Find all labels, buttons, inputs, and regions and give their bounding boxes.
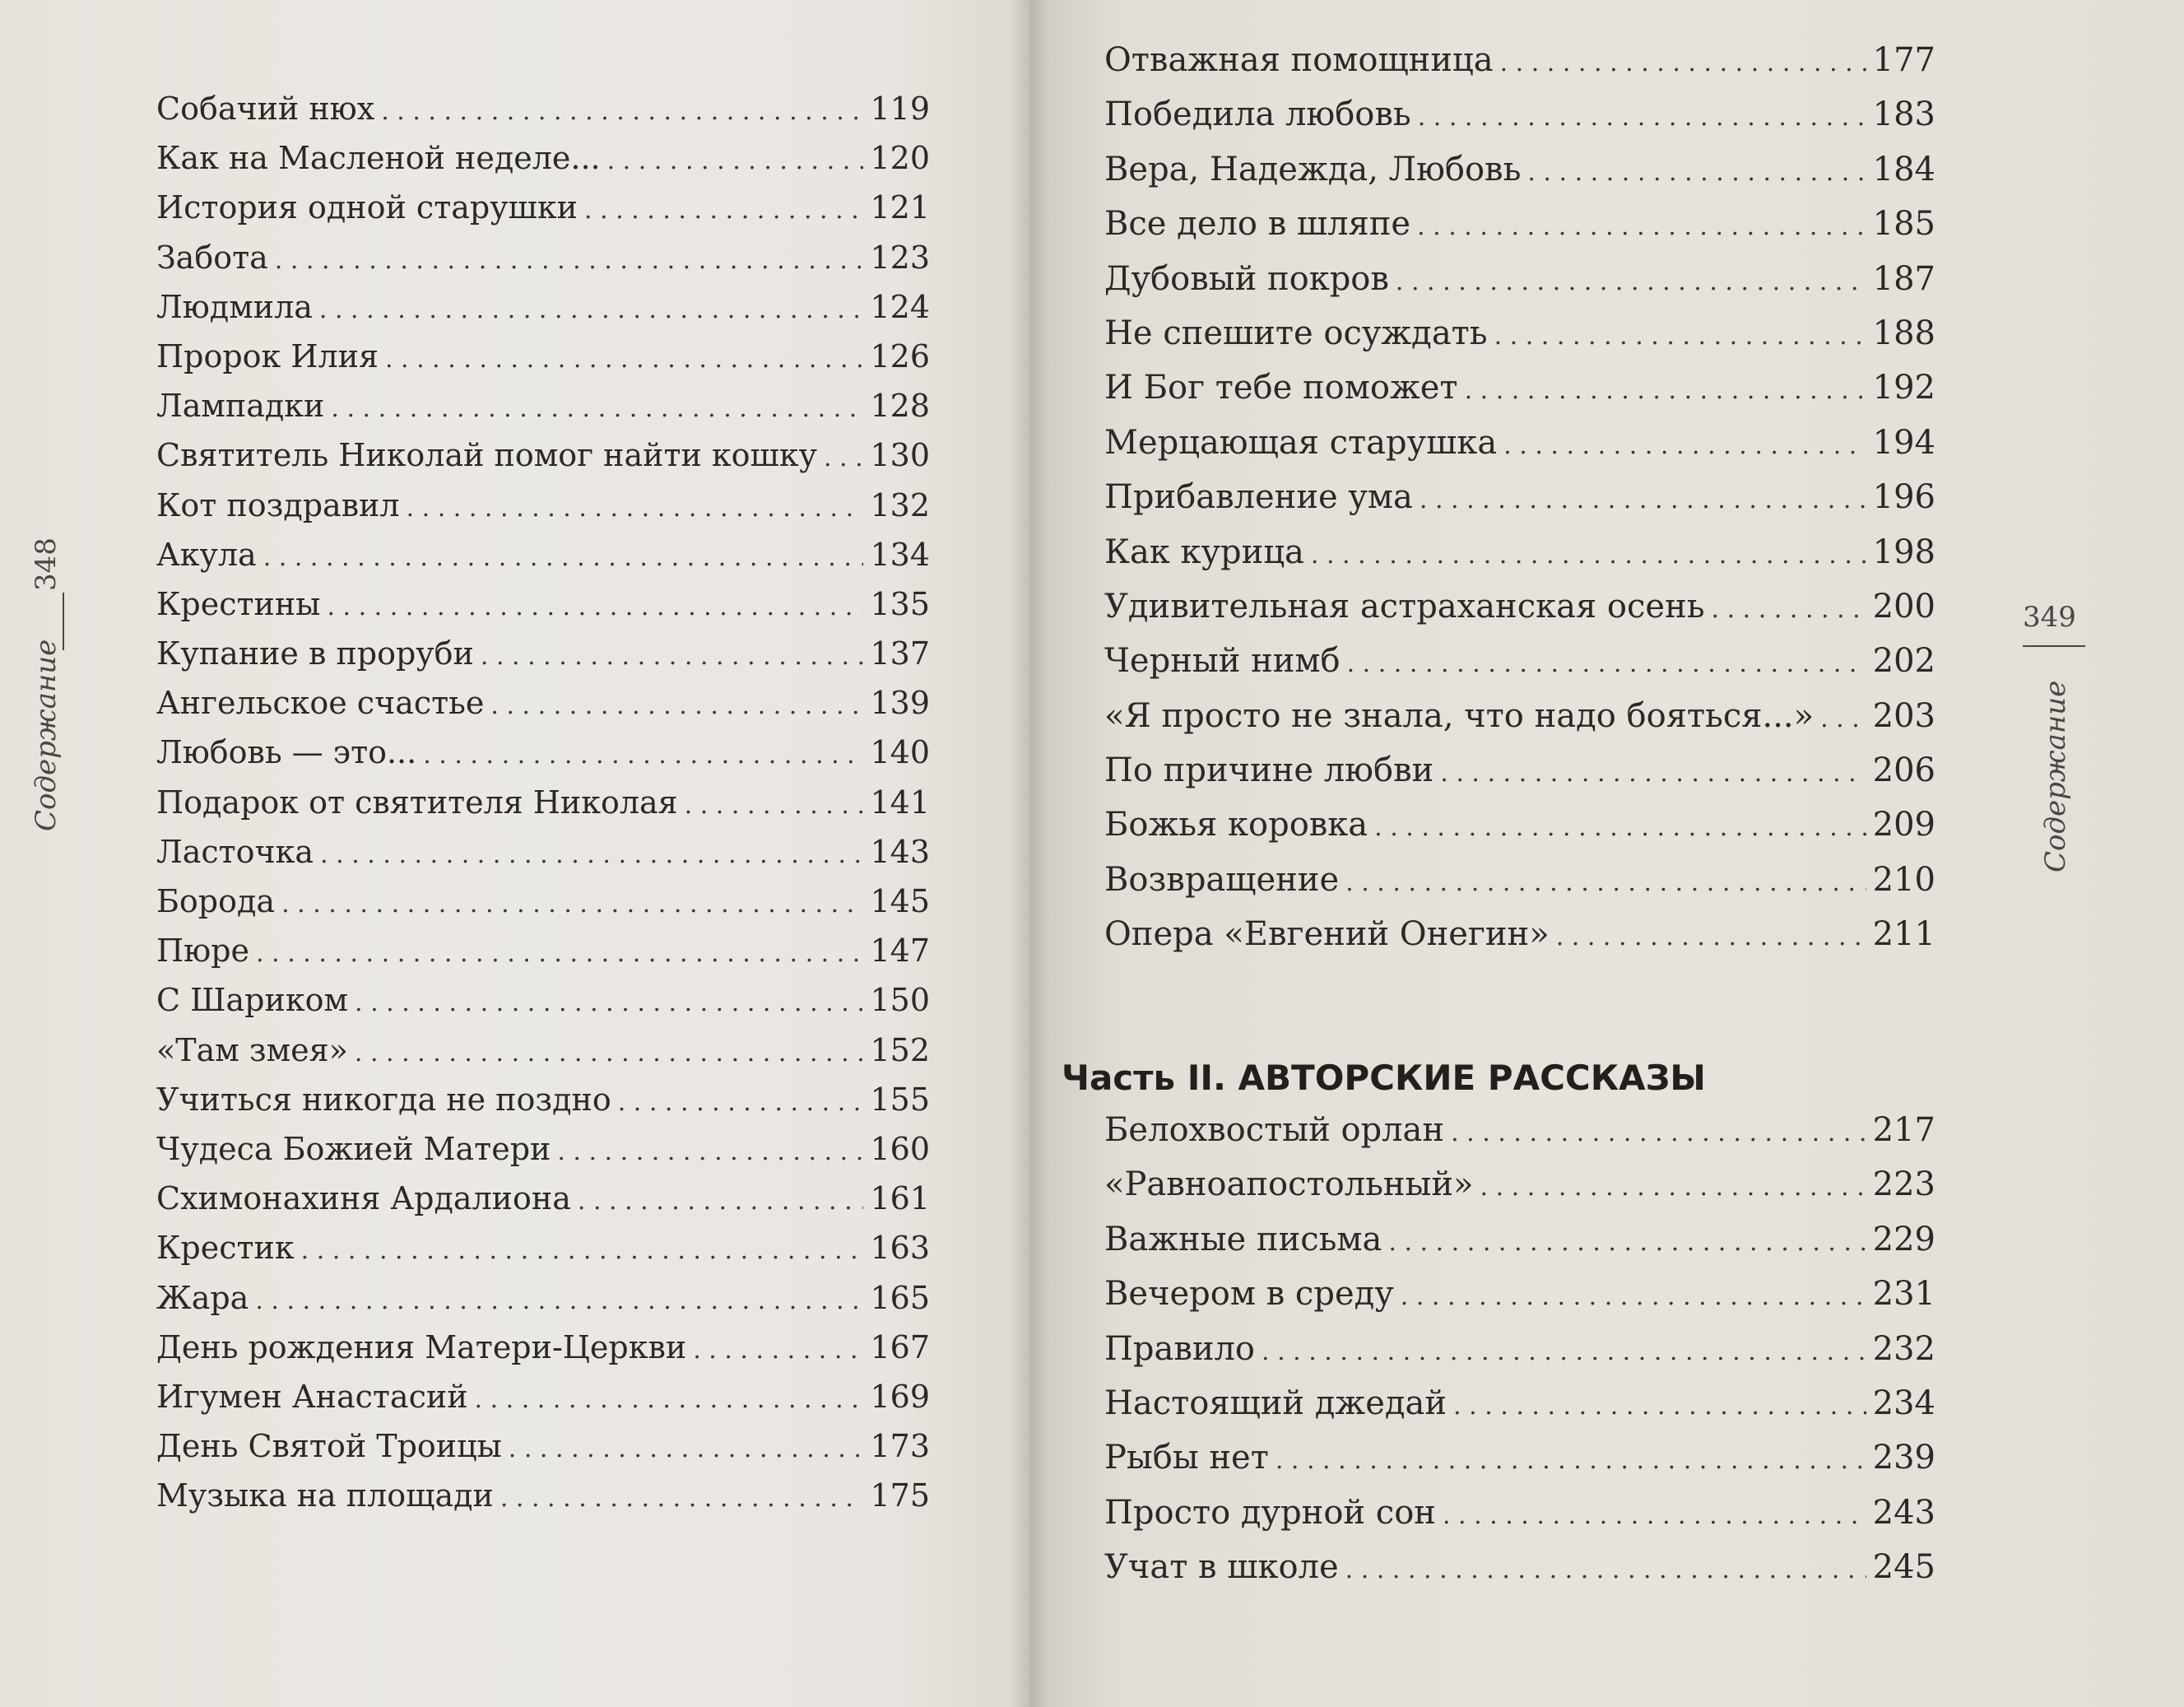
- toc-entry: [156, 734, 930, 784]
- toc-entry-title: Людмила: [156, 288, 313, 325]
- toc-entry-page-number: 143: [870, 833, 930, 870]
- toc-entry-page-number: 206: [1872, 751, 1935, 790]
- toc-entry-page-number: 123: [870, 239, 930, 276]
- section-heading: Часть II. АВТОРСКИЕ РАССКАЗЫ: [1062, 1058, 1706, 1098]
- right-running-head: Содержание: [2039, 680, 2072, 872]
- dot-leader: [1712, 588, 1866, 626]
- toc-entry: [156, 289, 930, 338]
- toc-entry: [156, 240, 930, 289]
- dot-leader: [500, 1477, 864, 1514]
- toc-entry: [1104, 588, 1935, 642]
- dot-leader: [1527, 151, 1866, 188]
- dot-leader: [1453, 1384, 1866, 1422]
- toc-entry-title: Правило: [1104, 1329, 1256, 1368]
- toc-entry-page-number: 211: [1872, 915, 1935, 954]
- dot-leader: [557, 1131, 863, 1167]
- dot-leader: [1556, 915, 1866, 953]
- toc-entry-title: Кот поздравил: [156, 486, 400, 523]
- toc-entry: [156, 1329, 930, 1379]
- toc-entry-title: «Я просто не знала, что надо бояться...»: [1104, 696, 1815, 735]
- dot-leader: [607, 140, 864, 176]
- toc-entry-page-number: 155: [870, 1081, 930, 1118]
- toc-entry: [1104, 915, 1935, 970]
- toc-entry-page-number: 223: [1872, 1165, 1935, 1204]
- toc-entry: [156, 982, 930, 1031]
- toc-entry: [1104, 41, 1935, 95]
- dot-leader: [423, 734, 863, 770]
- toc-entry: [1104, 424, 1935, 478]
- toc-entry-page-number: 120: [870, 140, 930, 177]
- dot-leader: [1396, 260, 1866, 298]
- toc-entry: [156, 91, 930, 140]
- toc-entry-page-number: 119: [870, 91, 930, 127]
- dot-leader: [1388, 1221, 1866, 1258]
- dot-leader: [578, 1180, 864, 1216]
- toc-entry-title: Вера, Надежда, Любовь: [1104, 150, 1522, 188]
- toc-entry-title: Купание в проруби: [156, 635, 474, 672]
- dot-leader: [355, 982, 863, 1018]
- toc-entry-page-number: 121: [870, 189, 930, 226]
- toc-entry-page-number: 198: [1872, 533, 1935, 571]
- toc-entry: [156, 487, 930, 537]
- dot-leader: [1440, 751, 1866, 789]
- toc-entry: [156, 834, 930, 883]
- toc-entry-title: Прибавление ума: [1104, 478, 1413, 517]
- toc-entry: [156, 1081, 930, 1131]
- toc-entry: [1104, 1439, 1935, 1493]
- toc-entry-title: «Равноапостольный»: [1104, 1165, 1474, 1204]
- toc-entry-page-number: 124: [870, 288, 930, 325]
- toc-entry-title: Пюре: [156, 933, 250, 970]
- toc-entry: [156, 437, 930, 486]
- toc-entry-page-number: 185: [1872, 205, 1935, 244]
- toc-entry-page-number: 145: [870, 883, 930, 919]
- toc-entry-title: Черный нимб: [1104, 642, 1341, 681]
- toc-entry: [1104, 697, 1935, 751]
- toc-entry: [156, 1428, 930, 1477]
- toc-entry-page-number: 196: [1872, 478, 1935, 517]
- toc-entry-title: Просто дурной сон: [1104, 1493, 1436, 1532]
- dot-leader: [490, 685, 863, 721]
- toc-entry-title: Собачий нюх: [156, 91, 375, 127]
- toc-entry-title: Опера «Евгений Онегин»: [1104, 915, 1550, 954]
- toc-entry-page-number: 187: [1872, 259, 1935, 298]
- toc-entry: [1104, 1111, 1935, 1165]
- toc-entry-title: Мерцающая старушка: [1104, 423, 1498, 462]
- toc-entry-page-number: 243: [1872, 1493, 1935, 1532]
- toc-entry-title: Вечером в среду: [1104, 1275, 1394, 1314]
- toc-entry-page-number: 177: [1872, 41, 1935, 79]
- toc-entry-title: Не спешите осуждать: [1104, 314, 1488, 352]
- dot-leader: [1465, 369, 1866, 407]
- toc-entry-page-number: 188: [1872, 314, 1935, 352]
- toc-entry-page-number: 234: [1872, 1384, 1935, 1422]
- toc-entry: [156, 338, 930, 388]
- toc-entry-title: Белохвостый орлан: [1104, 1111, 1445, 1149]
- toc-entry-page-number: 209: [1872, 806, 1935, 844]
- toc-entry-title: Крестик: [156, 1230, 295, 1267]
- toc-entry: [1104, 751, 1935, 806]
- dot-leader: [256, 933, 863, 969]
- toc-entry-page-number: 231: [1872, 1275, 1935, 1314]
- toc-entry: [1104, 1548, 1935, 1602]
- toc-entry-title: Чудеса Божией Матери: [156, 1130, 551, 1167]
- toc-entry: [1104, 1221, 1935, 1275]
- toc-entry-page-number: 200: [1872, 587, 1935, 626]
- dot-leader: [281, 883, 863, 919]
- left-page: [0, 0, 1030, 1707]
- toc-entry-title: Возвращение: [1104, 860, 1340, 899]
- dot-leader: [263, 537, 864, 573]
- right-folio-rule: [2023, 645, 2085, 647]
- toc-entry-title: «Там змея»: [156, 1031, 348, 1068]
- toc-entry-page-number: 152: [870, 1031, 930, 1068]
- toc-entry-page-number: 130: [870, 437, 930, 474]
- dot-leader: [320, 834, 863, 870]
- toc-entry: [156, 1230, 930, 1279]
- toc-entry-title: Жара: [156, 1279, 249, 1316]
- dot-leader: [1820, 697, 1866, 735]
- toc-entry: [1104, 478, 1935, 533]
- toc-entry-page-number: 184: [1872, 150, 1935, 188]
- toc-entry: [1104, 314, 1935, 369]
- toc-entry-page-number: 161: [870, 1180, 930, 1217]
- left-folio-rule: [63, 593, 64, 650]
- toc-entry: [156, 189, 930, 239]
- toc-entry-title: Схимонахиня Ардалиона: [156, 1180, 571, 1217]
- left-folio: 348: [30, 537, 63, 591]
- dot-leader: [327, 586, 863, 622]
- toc-entry-title: Отважная помощница: [1104, 41, 1494, 79]
- dot-leader: [824, 437, 864, 473]
- toc-entry-title: День Святой Троицы: [156, 1428, 502, 1465]
- dot-leader: [618, 1081, 864, 1118]
- dot-leader: [255, 1280, 863, 1316]
- toc-entry-title: Учат в школе: [1104, 1548, 1339, 1587]
- toc-entry-title: С Шариком: [156, 982, 349, 1019]
- dot-leader: [1401, 1275, 1866, 1313]
- toc-entry-title: Любовь — это...: [156, 734, 417, 771]
- toc-entry: [156, 1379, 930, 1428]
- toc-entry-title: Победила любовь: [1104, 95, 1411, 134]
- toc-entry: [156, 586, 930, 635]
- right-toc-list: [1104, 41, 1935, 970]
- right-folio: 349: [2023, 601, 2076, 634]
- dot-leader: [275, 240, 864, 276]
- toc-entry-page-number: 135: [870, 585, 930, 622]
- right-section-toc-list: [1104, 1111, 1935, 1603]
- dot-leader: [1500, 41, 1866, 79]
- toc-entry-title: Божья коровка: [1104, 806, 1368, 844]
- toc-entry: [156, 883, 930, 933]
- toc-entry-title: Крестины: [156, 585, 321, 622]
- toc-entry-page-number: 183: [1872, 95, 1935, 134]
- toc-entry-page-number: 194: [1872, 423, 1935, 462]
- toc-entry: [1104, 642, 1935, 696]
- toc-entry: [156, 140, 930, 189]
- toc-entry-page-number: 163: [870, 1230, 930, 1267]
- toc-entry-page-number: 139: [870, 685, 930, 722]
- toc-entry-page-number: 126: [870, 337, 930, 374]
- toc-entry: [156, 784, 930, 834]
- toc-entry: [1104, 369, 1935, 423]
- dot-leader: [1374, 806, 1866, 844]
- toc-entry-title: Музыка на площади: [156, 1477, 494, 1514]
- toc-entry-page-number: 150: [870, 982, 930, 1019]
- dot-leader: [1480, 1165, 1866, 1203]
- dot-leader: [693, 1329, 863, 1365]
- toc-entry-title: Все дело в шляпе: [1104, 205, 1411, 244]
- toc-entry-title: Дубовый покров: [1104, 259, 1389, 298]
- toc-entry-page-number: 141: [870, 784, 930, 821]
- toc-entry-page-number: 203: [1872, 696, 1935, 735]
- toc-entry-page-number: 165: [870, 1279, 930, 1316]
- toc-entry-page-number: 169: [870, 1378, 930, 1415]
- toc-entry: [156, 1131, 930, 1180]
- toc-entry-page-number: 202: [1872, 642, 1935, 681]
- left-running-head: Содержание: [30, 639, 63, 831]
- toc-entry-title: Святитель Николай помог найти кошку: [156, 437, 817, 474]
- dot-leader: [407, 487, 864, 523]
- toc-entry-title: Учиться никогда не поздно: [156, 1081, 611, 1118]
- toc-entry-title: Забота: [156, 239, 268, 276]
- toc-entry-title: Игумен Анастасий: [156, 1378, 468, 1415]
- toc-entry-page-number: 245: [1872, 1548, 1935, 1587]
- toc-entry-title: И Бог тебе поможет: [1104, 369, 1458, 407]
- toc-entry: [1104, 95, 1935, 150]
- dot-leader: [475, 1379, 864, 1415]
- toc-entry: [156, 537, 930, 586]
- toc-entry-title: Рыбы нет: [1104, 1439, 1269, 1477]
- toc-entry-page-number: 239: [1872, 1439, 1935, 1477]
- dot-leader: [1311, 533, 1866, 571]
- toc-entry-title: Как курица: [1104, 533, 1304, 571]
- toc-entry-title: История одной старушки: [156, 189, 578, 226]
- dot-leader: [685, 784, 864, 821]
- dot-leader: [584, 189, 864, 226]
- toc-entry-title: Настоящий джедай: [1104, 1384, 1447, 1422]
- toc-entry-title: Удивительная астраханская осень: [1104, 587, 1705, 626]
- dot-leader: [509, 1428, 864, 1464]
- toc-entry: [1104, 260, 1935, 314]
- toc-entry-page-number: 217: [1872, 1111, 1935, 1149]
- toc-entry-page-number: 232: [1872, 1329, 1935, 1368]
- toc-entry-page-number: 173: [870, 1428, 930, 1465]
- toc-entry-title: Пророк Илия: [156, 337, 379, 374]
- toc-entry: [1104, 806, 1935, 860]
- dot-leader: [1345, 1548, 1866, 1586]
- toc-entry: [1104, 1330, 1935, 1384]
- dot-leader: [1347, 642, 1866, 680]
- toc-entry-page-number: 140: [870, 734, 930, 771]
- toc-entry: [1104, 533, 1935, 588]
- dot-leader: [1418, 95, 1866, 133]
- toc-entry-page-number: 175: [870, 1477, 930, 1514]
- dot-leader: [301, 1230, 864, 1266]
- toc-entry: [1104, 1275, 1935, 1329]
- toc-entry-page-number: 132: [870, 486, 930, 523]
- toc-entry-title: Как на Масленой неделе...: [156, 140, 601, 177]
- toc-entry-page-number: 210: [1872, 860, 1935, 899]
- toc-entry-title: Подарок от святителя Николая: [156, 784, 678, 821]
- toc-entry: [156, 685, 930, 734]
- toc-entry-title: День рождения Матери-Церкви: [156, 1328, 687, 1365]
- left-toc-list: [156, 91, 930, 1527]
- toc-entry-page-number: 167: [870, 1328, 930, 1365]
- toc-entry: [1104, 151, 1935, 205]
- toc-entry-page-number: 147: [870, 933, 930, 970]
- toc-entry: [1104, 1494, 1935, 1548]
- dot-leader: [1420, 478, 1866, 516]
- toc-entry-page-number: 229: [1872, 1220, 1935, 1258]
- dot-leader: [1276, 1439, 1866, 1477]
- dot-leader: [481, 635, 864, 672]
- toc-entry: [156, 1032, 930, 1081]
- toc-entry-title: По причине любви: [1104, 751, 1434, 790]
- book-gutter: [1011, 0, 1050, 1707]
- dot-leader: [355, 1032, 864, 1068]
- toc-entry: [1104, 1384, 1935, 1439]
- toc-entry-page-number: 134: [870, 536, 930, 573]
- toc-entry-page-number: 137: [870, 635, 930, 672]
- dot-leader: [1503, 424, 1866, 462]
- toc-entry-title: Важные письма: [1104, 1220, 1382, 1258]
- toc-entry: [156, 1180, 930, 1230]
- toc-entry: [1104, 1165, 1935, 1220]
- toc-entry-page-number: 192: [1872, 369, 1935, 407]
- dot-leader: [1494, 314, 1866, 352]
- toc-entry-title: Акула: [156, 536, 257, 573]
- toc-entry-title: Лампадки: [156, 388, 325, 425]
- toc-entry: [1104, 861, 1935, 915]
- toc-entry: [156, 388, 930, 437]
- dot-leader: [381, 91, 863, 127]
- toc-entry: [156, 1477, 930, 1527]
- dot-leader: [331, 388, 863, 424]
- toc-entry-page-number: 160: [870, 1130, 930, 1167]
- toc-entry-title: Борода: [156, 883, 276, 919]
- toc-entry-title: Ласточка: [156, 833, 314, 870]
- toc-entry: [156, 1280, 930, 1329]
- dot-leader: [1451, 1111, 1866, 1149]
- dot-leader: [1417, 205, 1866, 243]
- toc-entry: [156, 933, 930, 982]
- dot-leader: [1262, 1330, 1866, 1368]
- toc-entry: [156, 635, 930, 685]
- toc-entry: [1104, 205, 1935, 259]
- dot-leader: [319, 289, 864, 325]
- dot-leader: [385, 338, 864, 374]
- dot-leader: [1345, 861, 1866, 899]
- toc-entry-title: Ангельское счастье: [156, 685, 485, 722]
- dot-leader: [1443, 1494, 1866, 1532]
- toc-entry-page-number: 128: [870, 388, 930, 425]
